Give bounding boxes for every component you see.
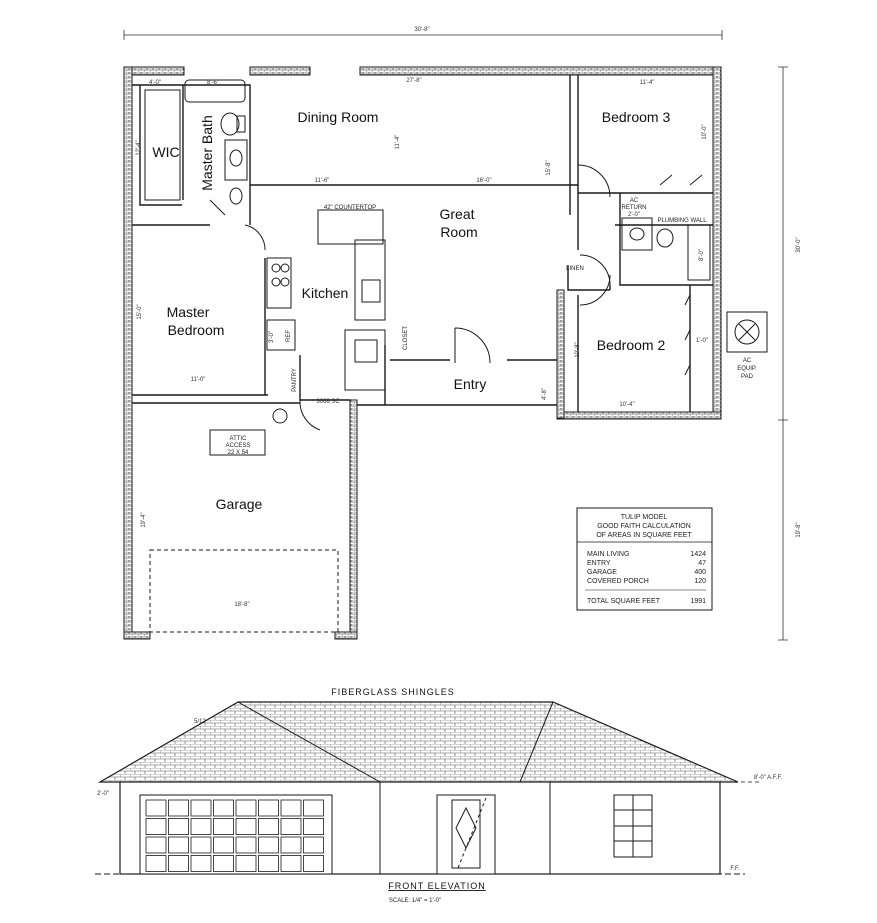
dim-right-lower: 19'-8": [796, 522, 802, 538]
area-row-value: 47: [698, 560, 706, 567]
dim-door-size: 3068 SC: [316, 399, 340, 405]
area-row-label: COVERED PORCH: [587, 578, 649, 585]
note-counter: 42" COUNTERTOP: [323, 205, 377, 211]
dim-hall-width: 2'-0": [628, 212, 640, 218]
window: [614, 795, 652, 857]
area-total-value: 1991: [690, 598, 706, 605]
room-label-master-2: Bedroom: [167, 322, 225, 338]
dim-garage-width: 18'-8": [234, 602, 250, 608]
room-label-kitchen: Kitchen: [301, 285, 349, 301]
note-linen: LINEN: [566, 266, 584, 272]
note-ac-pad-2: EQUIP.: [737, 366, 757, 372]
area-table: [577, 508, 712, 610]
dim-bed2-width: 10'-4": [619, 402, 635, 408]
room-label-dining: Dining Room: [297, 109, 379, 125]
dim-master-depth: 15'-0": [137, 304, 143, 320]
area-row-label: MAIN LIVING: [587, 551, 630, 558]
note-ac-return-2: RETURN: [621, 205, 647, 211]
area-table-title-1: TULIP MODEL: [620, 514, 668, 521]
dim-entry-depth: 4'-8": [542, 388, 548, 400]
area-row-label: ENTRY: [587, 560, 611, 567]
room-label-bedroom2: Bedroom 2: [596, 337, 666, 353]
dim-top-middle: 27'-8": [406, 78, 422, 84]
dim-top-left: 4'-0": [149, 80, 161, 86]
area-row-value: 120: [694, 578, 706, 585]
elev-left-dim: 2'-0": [97, 791, 109, 797]
note-ac-pad-3: PAD: [741, 374, 753, 380]
room-label-great-2: Room: [440, 224, 478, 240]
area-row-label: GARAGE: [587, 569, 617, 576]
room-label-garage: Garage: [215, 496, 263, 512]
dim-great-depth: 15'-8": [546, 160, 552, 176]
area-table-title-2: GOOD FAITH CALCULATION: [597, 523, 691, 530]
dim-wic-depth: 12'-4": [136, 140, 142, 156]
dim-master-width: 11'-0": [190, 377, 206, 383]
note-ref: REF: [286, 330, 292, 342]
note-attic-3: 22 X 54: [227, 450, 249, 456]
note-attic-1: ATTIC: [229, 436, 247, 442]
dim-overall-depth: 30'-0": [796, 237, 802, 253]
shingles-label: FIBERGLASS SHINGLES: [331, 687, 455, 697]
roof-slope: 5/12: [194, 719, 206, 725]
ac-pad: [727, 312, 767, 352]
elev-right-dim: 8'-0" A.F.F.: [753, 775, 783, 781]
scale-label: SCALE: 1/4" = 1'-0": [388, 898, 442, 904]
elevation-title: FRONT ELEVATION: [388, 881, 486, 891]
area-row-value: 400: [694, 569, 706, 576]
area-table-title-3: OF AREAS IN SQUARE FEET: [596, 532, 692, 539]
dim-garage-depth: 19'-4": [141, 512, 147, 528]
note-ac-return-1: AC: [629, 198, 639, 204]
dim-dining-width: 11'-6": [314, 178, 330, 184]
front-door: [437, 795, 495, 874]
room-label-great-1: Great: [439, 206, 475, 222]
note-attic-2: ACCESS: [225, 443, 251, 449]
room-label-entry: Entry: [453, 376, 487, 392]
dim-bed2-depth: 10'-8": [575, 342, 581, 358]
note-closet: CLOSET: [403, 325, 409, 351]
dim-ref: 3'-0": [269, 331, 275, 343]
dim-top-right: 11'-4": [639, 80, 655, 86]
interior-walls: [132, 75, 713, 412]
note-pantry: PANTRY: [292, 368, 298, 392]
dim-dining-depth: 11'-4": [395, 134, 401, 150]
area-total-label: TOTAL SQUARE FEET: [587, 598, 660, 605]
dim-overall-width: 30'-8": [414, 27, 430, 33]
note-ac-pad-1: AC: [742, 358, 752, 364]
front-elevation: [95, 687, 782, 904]
room-label-wic: WIC: [152, 144, 180, 160]
dim-closet: 1'-0": [696, 338, 708, 344]
ff-label: F.F.: [730, 866, 740, 872]
room-label-master-bath: Master Bath: [199, 115, 215, 191]
roof: [100, 702, 738, 782]
room-label-bedroom3: Bedroom 3: [601, 109, 671, 125]
dim-bed3-depth: 10'-0": [702, 124, 708, 140]
note-plumbing: PLUMBING WALL: [657, 218, 707, 224]
room-label-master-1: Master: [166, 304, 210, 320]
dim-great-width: 16'-0": [476, 178, 492, 184]
dim-bath2-depth: 8'-0": [699, 249, 705, 261]
area-row-value: 1424: [690, 551, 706, 558]
dim-top-bath: 8'-6": [207, 80, 219, 86]
